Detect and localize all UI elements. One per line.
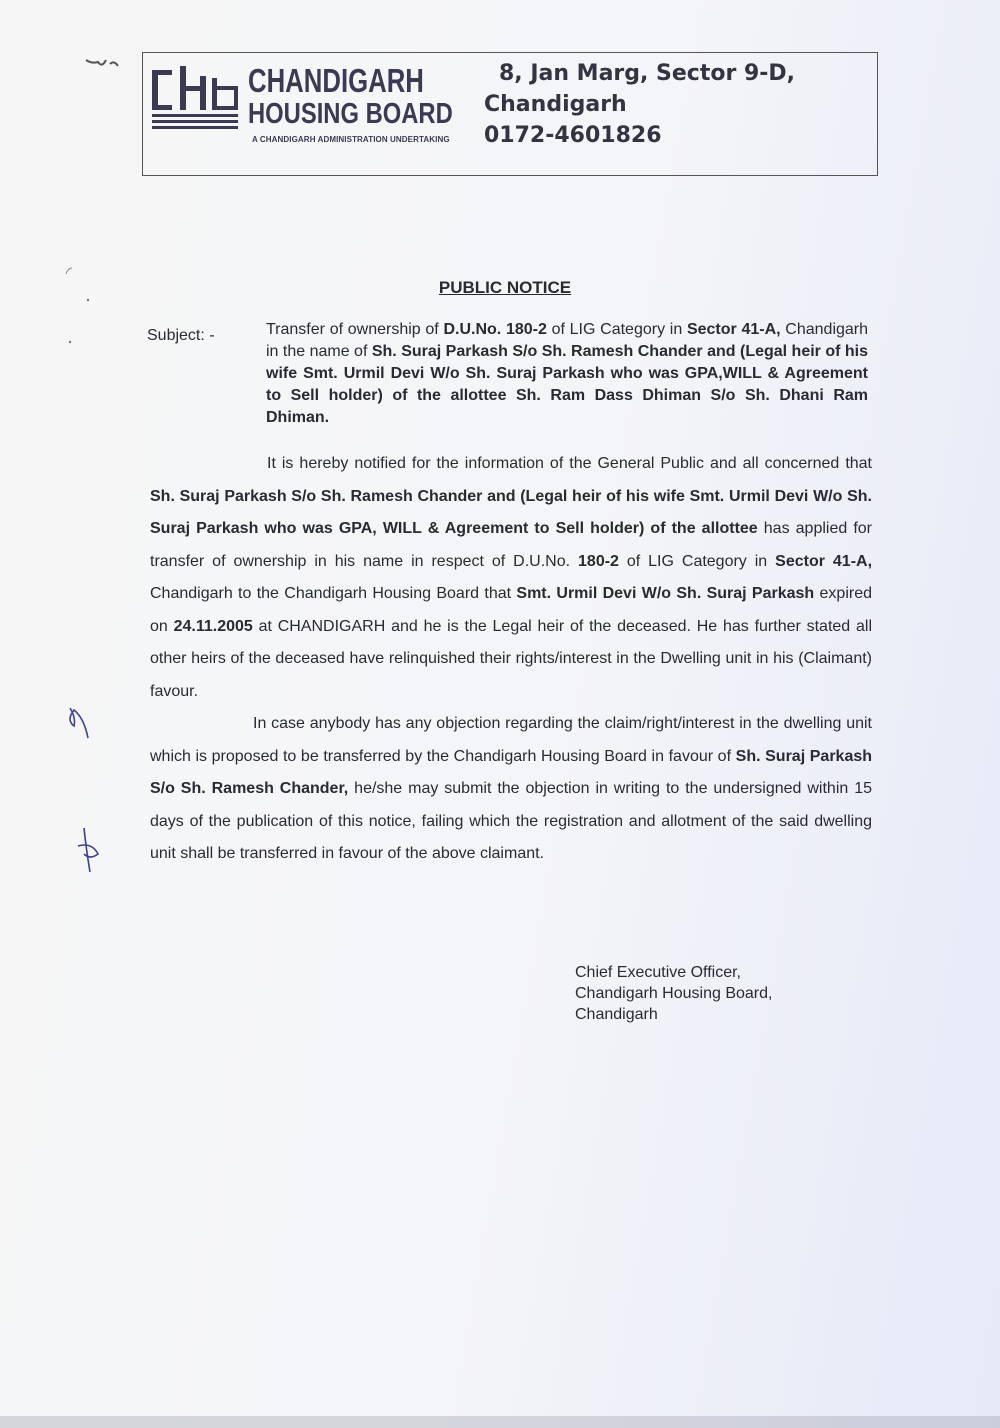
notice-title: PUBLIC NOTICE — [438, 278, 572, 297]
address-line2: Chandigarh — [484, 92, 627, 117]
text-run-10: at CHANDIGARH and he is the Legal heir of the deceased. He has further stated all other heirs of the deceased have relinquished their rights/interest in the Dwelling unit in his (Claimant) favour. — [150, 617, 872, 700]
bold-run-9: 24.11.2005 — [173, 617, 253, 635]
bold-run-1: Sh. Suraj Parkash S/o Sh. Ramesh Chander and (Legal heir of his wife Smt. Urmil Devi W/o Sh. Suraj Parkash who was GPA, WILL & Agreement to Sell holder) of the allottee — [150, 487, 872, 537]
org-subtitle: A CHANDIGARH ADMINISTRATION UNDERTAKING — [252, 135, 450, 144]
bold-run-5: Sector 41-A, — [775, 552, 873, 570]
text-run-8: expired on — [150, 585, 873, 635]
bold-run-5: Sh. Suraj Parkash S/o Sh. Ramesh Chander and (Legal heir of his wife Smt. Urmil Devi W/o Sh. Suraj Parkash who was GPA,WILL & Agreement to Sell holder) of the allottee Sh. Ram Dass Dhiman S/o Sh. Dhani Ram Dhiman. — [266, 343, 869, 426]
letterhead-address — [484, 58, 795, 151]
paragraph-1 — [150, 448, 872, 708]
text-run-2: of LIG Category in — [546, 321, 687, 338]
margin-tick-mark-1 — [70, 708, 88, 738]
text-run-0: In case anybody has any objection regarding the claim/right/interest in the dwelling unit which is proposed to be transferred by the Chandigarh Housing Board in favour of — [150, 715, 872, 765]
subject-text — [266, 319, 868, 429]
signature-line2: Chandigarh Housing Board, — [575, 985, 773, 1002]
corner-scribble-mark — [86, 60, 118, 66]
text-run-4: Chandigarh in the name of — [266, 321, 869, 360]
text-run-2: he/she may submit the objection in writing to the undersigned within 15 days of the publication of this notice, failing which the registration and allotment of the said dwelling unit shall be transferred in favour of the above claimant. — [150, 780, 872, 862]
text-run-0: It is hereby notified for the information of the General Public and all concerned that — [267, 455, 872, 472]
phone-number: 0172-4601826 — [484, 123, 662, 148]
notice-body — [150, 448, 872, 871]
subject-label: Subject: - — [147, 327, 215, 344]
text-run-4: of LIG Category in — [618, 552, 776, 570]
org-name-line2: HOUSING BOARD — [248, 98, 453, 130]
margin-tick-mark-2 — [78, 828, 98, 872]
bold-run-1: Sh. Suraj Parkash S/o Sh. Ramesh Chander, — [150, 747, 873, 797]
text-run-0: Transfer of ownership of — [266, 321, 444, 338]
text-run-6: Chandigarh to the Chandigarh Housing Board that — [150, 585, 517, 602]
signature-line3: Chandigarh — [575, 1006, 658, 1023]
scan-edge — [0, 1416, 1000, 1428]
chb-logo-icon — [150, 64, 242, 134]
bold-run-3: Sector 41-A, — [686, 321, 781, 338]
text-run-2: has applied for transfer of ownership in his name in respect of D.U.No. — [150, 520, 873, 570]
signature-block — [575, 962, 772, 1025]
signature-line1: Chief Executive Officer, — [575, 964, 741, 981]
paragraph-2 — [150, 708, 872, 871]
bold-run-3: 180-2 — [578, 552, 619, 570]
bold-run-7: Smt. Urmil Devi W/o Sh. Suraj Parkash — [516, 585, 815, 602]
org-name-line1: CHANDIGARH — [248, 62, 424, 99]
bold-run-1: D.U.No. 180-2 — [443, 321, 547, 338]
address-line1: 8, Jan Marg, Sector 9-D, — [499, 61, 796, 86]
